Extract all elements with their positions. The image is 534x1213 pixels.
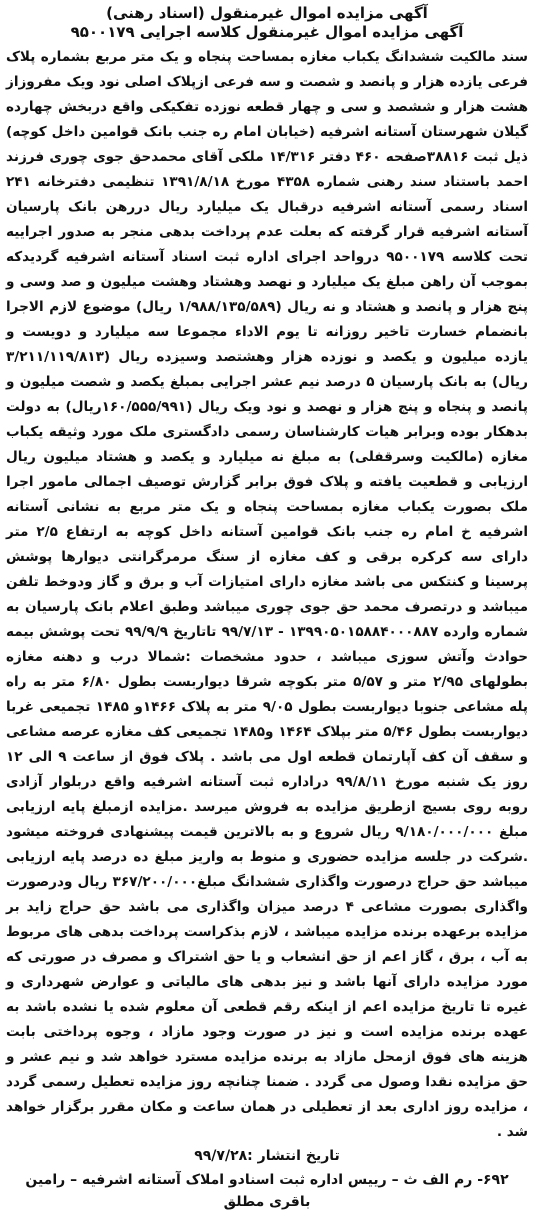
notice-title: آگهی مزایده اموال غیرمنقول (اسناد رهنی) bbox=[106, 4, 428, 22]
publish-date: تاریخ انتشار :۹۹/۷/۲۸ bbox=[194, 1148, 340, 1164]
notice-body: سند مالکیت ششدانگ یکباب مغازه بمساحت پنجاه و یک متر مربع بشماره پلاک فرعی یازده هزار و پانصد و شصت و سه فرعی ازپلاک اصلی نود ویک مفروزاز هشت هزار و ششصد و سی و چهار قطعه نوزده تفکیکی واقع دربخش چهارده گیلان شهرستان آستانه اشرفیه (خیابان امام ره جنب بانک قوامین داخل کوچه) ذیل ثبت ۳۸۸۱۶صفحه ۴۶۰ دفتر ۱۴/۳۱۶ ملکی آقای محمدحق جوی چوری فرزند احمد باستناد سند رهنی شماره ۴۳۵۸ مورخ ۱۳۹۱/۸/۱۸ تنظیمی دفترخانه ۲۴۱ اسناد رسمی آستانه اشرفیه درقبال یک میلیارد ریال دررهن بانک پارسیان آستانه اشرفیه قرار گرفته که بعلت عدم پرداخت بدهی منجر به صدور اجراییه تحت کلاسه ۹۵۰۰۱۷۹ درواحد اجرای اداره ثبت اسناد آستانه اشرفیه گردیدکه بموجب آن راهن مبلغ یک میلیارد و نهصد وهشتاد وهشت میلیون و صد وسی و پنج هزار و پانصد و هشتاد و نه ریال (۱/۹۸۸/۱۳۵/۵۸۹ ریال) موضوع لازم الاجرا بانضمام خسارت تاخیر روزانه تا یوم الاداء مجموعا سه میلیارد و دویست و یازده میلیون و یکصد و نوزده هزار وهشتصد وسیزده ریال (۳/۲۱۱/۱۱۹/۸۱۳ ریال) به بانک پارسیان ۵ درصد نیم عشر اجرایی بمبلغ یکصد و شصت میلیون و پانصد و پنجاه و پنج هزار و نهصد و نود ویک ریال (۱۶۰/۵۵۵/۹۹۱ریال) به دولت بدهکار بوده وبرابر هیات کارشناسان رسمی دادگستری ملک مورد وثیقه یکباب مغازه (مالکیت وسرقفلی) به مبلغ نه میلیارد و یکصد و هشتاد میلیون ریال ارزیابی و قطعیت یافته و پلاک فوق برابر گزارش توصیف اجمالی مامور اجرا ملک بصورت یکباب مغازه بمساحت پنجاه و یک متر مربع به نشانی آستانه اشرفیه خ امام ره جنب بانک قوامین آستانه داخل کوچه به ارتفاع ۲/۵ متر دارای سه کرکره برقی و کف مغازه از سنگ مرمرگرانتی دیوارها پوشش پرسینا و کنتکس می باشد مغازه دارای امتیازات آب و برق و گاز ودوخط تلفن میباشد و درتصرف محمد حق جوی چوری میباشد وطبق اعلام بانک پارسیان به شماره وارده ۱۳۹۹۰۵۰۱۵۸۸۴۰۰۰۸۸۷ - ۹۹/۷/۱۳ تاتاریخ ۹۹/۹/۹ تحت پوشش بیمه حوادث وآتش سوزی میباشد ، حدود مشخصات :شمالا درب و دهنه مغازه بطولهای ۲/۹۵ متر و ۵/۵۷ متر بکوچه شرقا دیواربست بطول ۶/۸۰ متر به راه پله مشاعی جنوبا دیواربست بطول ۹/۰۵ متر به پلاک ۱۴۶۶و ۱۴۸۵ تجمیعی غربا دیواربست بطول ۵/۴۶ متر بپلاک ۱۴۶۴ و۱۴۸۵ تجمیعی کف مغازه عرصه مشاعی و سقف آن کف آپارتمان قطعه اول می باشد . پلاک فوق از ساعت ۹ الی ۱۲ روز یک شنبه مورخ ۹۹/۸/۱۱ دراداره ثبت آستانه اشرفیه واقع دربلوار آزادی روبه روی بسیج ازطریق مزایده به فروش میرسد .مزایده ازمبلغ پایه ارزیابی مبلغ ۹/۱۸۰/۰۰۰/۰۰۰ ریال شروع و به بالاترین قیمت پیشنهادی فروخته میشود .شرکت در جلسه مزایده حضوری و منوط به واریز مبلغ ده درصد پایه ارزیابی میباشد حق حراج درصورت واگذاری ششدانگ مبلغ۳۶۷/۲۰۰/۰۰۰ ریال ودرصورت واگذاری بصورت مشاعی ۴ درصد میزان واگذاری می باشد حق حراج زاید بر مزایده برعهده برنده مزایده میباشد ، لازم بذکراست پرداخت بدهی های مربوط به آب ، برق ، گاز اعم از حق انشعاب و یا حق اشتراک و مصرف در صورتی که مورد مزایده دارای آنها باشد و نیز بدهی های مالیاتی و عوارض شهرداری و غیره تا تاریخ مزایده اعم از اینکه رقم قطعی آن معلوم شده یا نشده باشد به عهده برنده مزایده است و نیز در صورت وجود مازاد ، وجوه پرداختی بابت هزینه های فوق ازمحل مازاد به برنده مزایده مسترد خواهد شد و نیم عشر و حق مزایده نقدا وصول می گردد . ضمنا چنانچه روز مزایده تعطیل رسمی گردد ، مزایده روز اداری بعد از تعطیلی در همان ساعت و مکان مقرر برگزار خواهد شد . bbox=[6, 49, 529, 1140]
notice-signature: ۶۹۲- رم الف ث – رییس اداره ثبت اسنادو املاک آستانه اشرفیه – رامین باقری مطلق bbox=[25, 1172, 509, 1210]
notice-subtitle: آگهی مزایده اموال غیرمنقول کلاسه اجرایی ۹۵۰۰۱۷۹ bbox=[70, 23, 464, 41]
